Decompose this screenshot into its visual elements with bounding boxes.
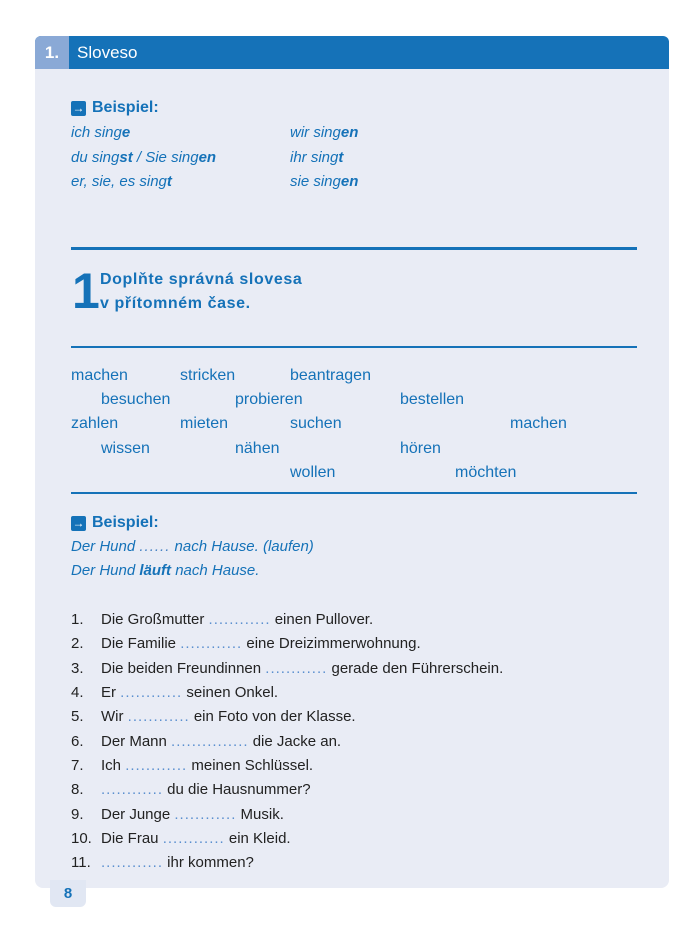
conj-left-3: er, sie, es singt (71, 173, 172, 190)
word-bank-item: möchten (455, 464, 517, 481)
example-heading (71, 514, 159, 532)
example-heading (71, 99, 159, 117)
section-title: Sloveso (77, 43, 138, 62)
divider (71, 247, 637, 250)
exercise-item: 10. Die Frau ............ ein Kleid. (71, 830, 291, 847)
word-bank-item: bestellen (400, 391, 465, 408)
exercise-item: 5. Wir ............ ein Foto von der Klasse. (71, 708, 356, 725)
answer-blank[interactable]: ............ (265, 660, 328, 677)
answer-blank[interactable]: ............ (101, 854, 164, 871)
example-sentence: Der Hund ...... nach Hause. (laufen) (71, 538, 314, 555)
arrow-right-icon: → (72, 100, 85, 115)
word-bank-item: wollen (290, 464, 336, 481)
answer-blank[interactable]: ............ (127, 708, 190, 725)
word-bank-item: probieren (235, 391, 303, 408)
exercise-item: 1. Die Großmutter ............ einen Pullover. (71, 611, 374, 628)
example-label: Beispiel: (92, 514, 159, 531)
divider (71, 492, 637, 494)
example-answer: Der Hund läuft nach Hause. (71, 562, 260, 579)
answer-blank[interactable]: ............ (180, 635, 243, 652)
word-bank-item: beantragen (290, 367, 371, 384)
example-label: Beispiel: (92, 99, 159, 116)
word-bank-item: stricken (180, 367, 236, 384)
word-bank-item: machen (71, 367, 128, 384)
answer-blank[interactable]: ............... (171, 733, 249, 750)
word-bank-item: zahlen (71, 415, 119, 432)
conj-right-3: sie singen (290, 173, 359, 190)
answer-blank[interactable]: ............ (208, 611, 271, 628)
arrow-right-icon: → (72, 515, 85, 530)
word-bank-item: wissen (101, 440, 150, 457)
section-number: 1. (35, 36, 69, 69)
answer-blank[interactable]: ............ (101, 781, 164, 798)
answer-blank[interactable]: ............ (120, 684, 183, 701)
answer-blank[interactable]: ............ (174, 806, 237, 823)
conj-right-2: ihr singt (290, 149, 344, 166)
conj-left-2: du singst / Sie singen (71, 149, 217, 166)
exercise-item: 8. ............ du die Hausnummer? (71, 781, 311, 798)
exercise-item: 2. Die Familie ............ eine Dreizimmerwohnung. (71, 635, 421, 652)
exercise-item: 4. Er ............ seinen Onkel. (71, 684, 279, 701)
word-bank-item: hören (400, 440, 441, 457)
exercise-item: 6. Der Mann ............... die Jacke an. (71, 733, 342, 750)
exercise-item: 9. Der Junge ............ Musik. (71, 806, 284, 823)
exercise-item: 3. Die beiden Freundinnen ............ gerade den Führerschein. (71, 660, 504, 677)
answer-blank[interactable]: ............ (125, 757, 188, 774)
section-header (35, 36, 669, 69)
task-instruction: Doplňte správná slovesa v přítomném čase. (100, 271, 303, 312)
exercise-item: 11. ............ ihr kommen? (71, 854, 254, 871)
divider (71, 346, 637, 348)
exercise-item: 7. Ich ............ meinen Schlüssel. (71, 757, 314, 774)
word-bank-item: machen (510, 415, 567, 432)
task-number: 1 (72, 263, 98, 319)
conj-right-1: wir singen (290, 124, 359, 141)
answer-blank[interactable]: ............ (162, 830, 225, 847)
word-bank-item: nähen (235, 440, 280, 457)
word-bank-item: mieten (180, 415, 229, 432)
word-bank-item: suchen (290, 415, 342, 432)
word-bank-item: besuchen (101, 391, 171, 408)
page-number: 8 (50, 880, 86, 907)
conj-left-1: ich singe (71, 124, 131, 141)
